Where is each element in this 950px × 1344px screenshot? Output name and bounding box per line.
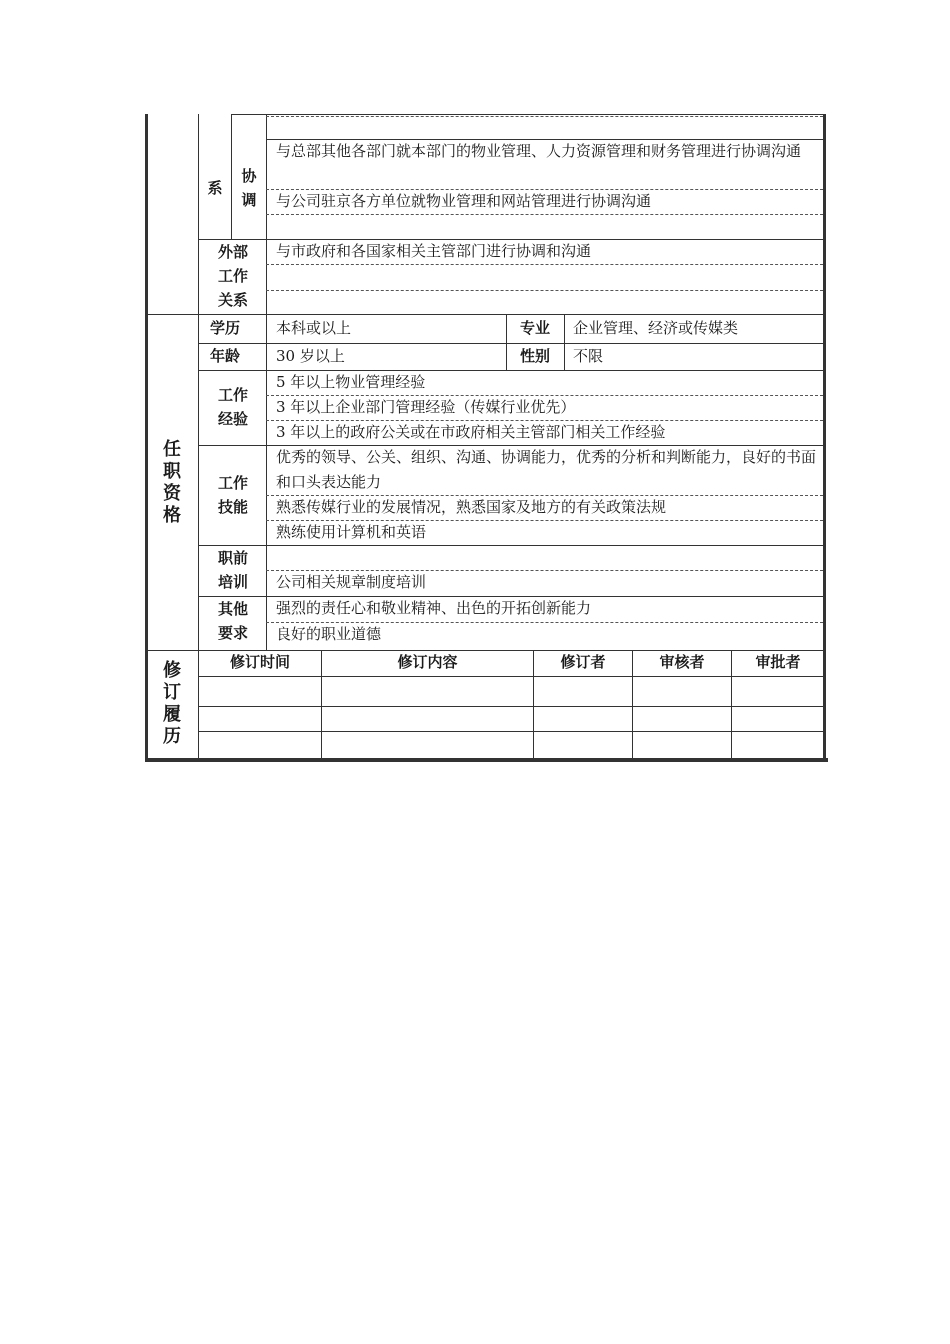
other-requirements-label-text: 其他要求 (217, 600, 248, 642)
major-value: 企业管理、经济或传媒类 (573, 319, 739, 337)
experience-label (213, 383, 253, 431)
system-label: 系 (207, 179, 223, 197)
header-reviewer: 审核者 (659, 653, 705, 671)
training-label (213, 546, 253, 594)
revision-section-label-text: 修订履历 (163, 660, 181, 747)
skills-item-2: 熟悉传媒行业的发展情况，熟悉国家及地方的有关政策法规 (276, 498, 667, 516)
internal-line-2: 与公司驻京各方单位就物业管理和网站管理进行协调沟通 (276, 192, 652, 210)
major-label: 专业 (519, 319, 550, 337)
gender-value: 不限 (573, 347, 604, 365)
internal-line-1: 与总部其他各部门就本部门的物业管理、人力资源管理和财务管理进行协调沟通 (276, 142, 802, 160)
age-label: 年龄 (209, 347, 240, 365)
education-value: 本科或以上 (276, 319, 352, 337)
external-relations-label-text: 外部工作关系 (217, 243, 248, 309)
coordination-label-text: 协调 (241, 167, 257, 209)
age-value: 30 岁以上 (276, 347, 345, 365)
education-label: 学历 (209, 319, 240, 337)
external-line-1: 与市政府和各国家相关主管部门进行协调和沟通 (276, 242, 592, 260)
training-item-2: 公司相关规章制度培训 (276, 573, 427, 591)
skills-label (213, 471, 253, 519)
other-requirements-label (213, 597, 253, 645)
experience-item-1: 5 年以上物业管理经验 (276, 373, 426, 391)
experience-item-2: 3 年以上企业部门管理经验（传媒行业优先） (276, 398, 576, 416)
external-relations-label (213, 240, 253, 312)
other-item-2: 良好的职业道德 (276, 625, 382, 643)
header-revision-content: 修订内容 (397, 653, 458, 671)
experience-item-3: 3 年以上的政府公关或在市政府相关主管部门相关工作经验 (276, 423, 666, 441)
skills-label-text: 工作技能 (217, 474, 248, 516)
qualifications-section-label-text: 任职资格 (163, 439, 181, 526)
table-left-border (145, 114, 148, 762)
revision-section-label (161, 660, 183, 748)
header-revision-time: 修订时间 (229, 653, 290, 671)
qualifications-section-label (161, 439, 183, 527)
skills-item-1: 优秀的领导、公关、组织、沟通、协调能力，优秀的分析和判断能力，良好的书面和口头表达能力 (276, 448, 817, 491)
job-description-table (145, 114, 826, 761)
header-approver: 审批者 (755, 653, 801, 671)
other-item-1: 强烈的责任心和敬业精神、出色的开拓创新能力 (276, 599, 592, 617)
training-label-text: 职前培训 (217, 549, 248, 591)
gender-label: 性别 (519, 347, 550, 365)
table-bottom-border (145, 758, 828, 762)
header-reviser: 修订者 (560, 653, 606, 671)
skills-item-3: 熟练使用计算机和英语 (276, 523, 427, 541)
experience-label-text: 工作经验 (217, 386, 248, 428)
coordination-label (237, 164, 261, 212)
